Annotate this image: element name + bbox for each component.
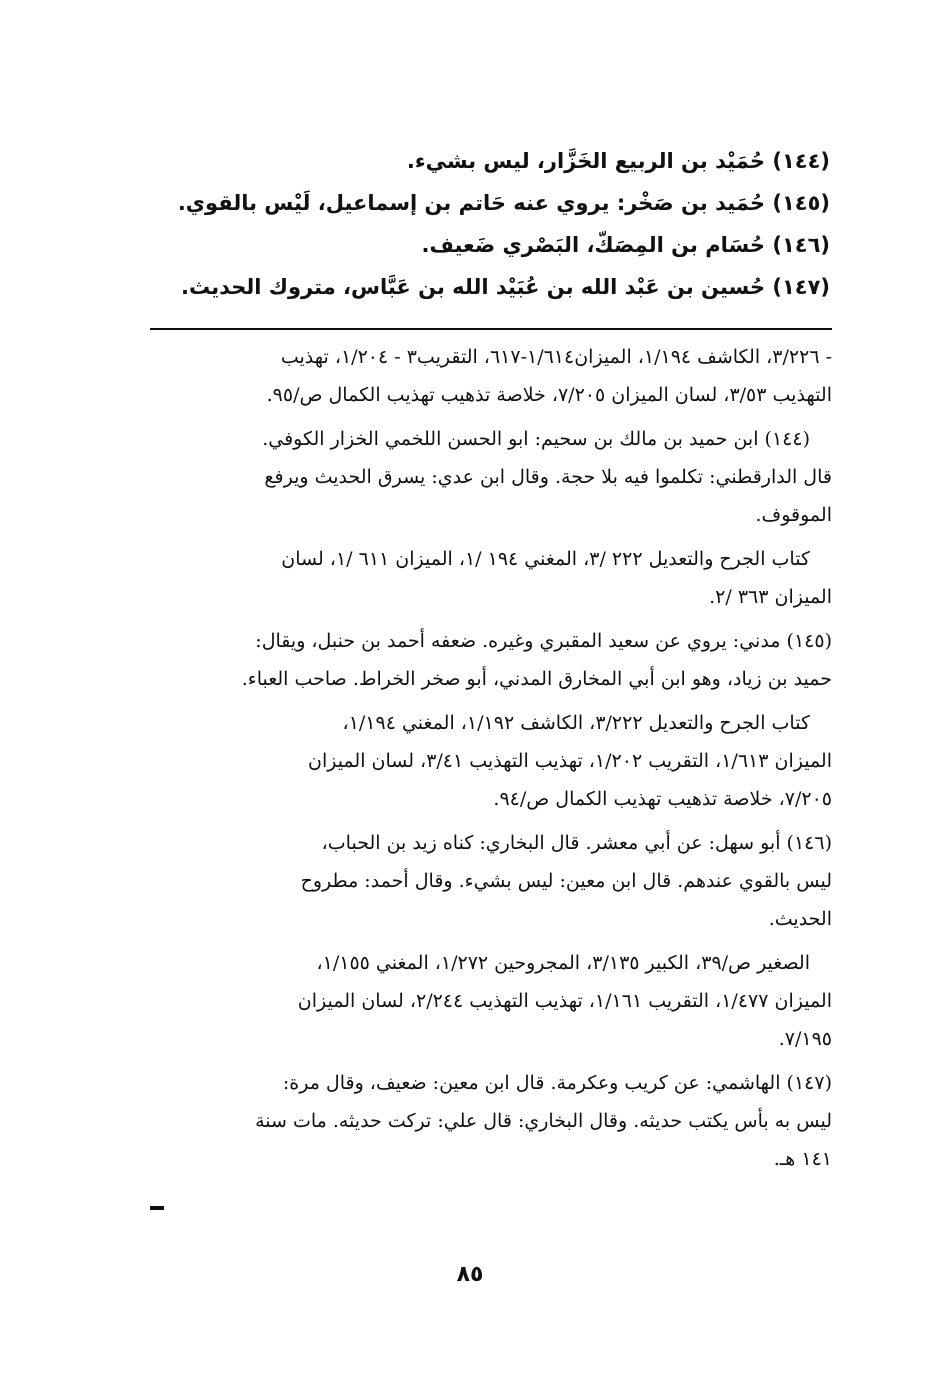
page-number: ٨٥: [456, 1262, 484, 1287]
footnote-146-bio: [132, 824, 832, 938]
footnote-147-bio: [132, 1064, 832, 1178]
footnote-line: (١٤٦) أبو سهل: عن أبي معشر. قال البخاري: كناه زيد بن الحباب،: [321, 832, 832, 854]
entry-145: (١٤٥) حُمَيد بن صَخْر: يروي عنه حَاتم بن إسماعيل، لَيْس بالقوي.: [177, 191, 830, 215]
footnote-line: الصغير ص/٣٩، الكبير ٣/١٣٥، المجروحين ١/٢٧٢، المغني ١/١٥٥،: [316, 952, 810, 974]
footnote-line: قال الدارقطني: تكلموا فيه بلا حجة. وقال ابن عدي: يسرق الحديث ويرفع: [264, 466, 832, 488]
footnote-continuation: [132, 338, 832, 414]
footnote-145-sources: [132, 704, 832, 818]
entry-144: (١٤٤) حُمَيْد بن الربيع الخَزَّار، ليس بشيء.: [406, 149, 830, 173]
footnote-line: الميزان ١/٦١٣، التقريب ١/٢٠٢، تهذيب التهذيب ٣/٤١، لسان الميزان: [307, 750, 832, 772]
footnote-line: الحديث.: [768, 908, 832, 930]
footnote-line: كتاب الجرح والتعديل ٢٢٢ /٣، المغني ١٩٤ /١، الميزان ٦١١ /١، لسان: [281, 548, 810, 570]
footnote-line: ليس به بأس يكتب حديثه. وقال البخاري: قال علي: تركت حديثه. مات سنة: [255, 1110, 832, 1132]
footnote-line: (١٤٥) مدني: يروي عن سعيد المقبري وغيره. ضعفه أحمد بن حنبل، ويقال:: [255, 630, 832, 652]
footnote-line: ليس بالقوي عندهم. قال ابن معين: ليس بشيء. وقال أحمد: مطروح: [300, 870, 832, 892]
footnote-line: الميزان ٣٦٣ /٢.: [709, 586, 832, 608]
footnote-line: حميد بن زياد، وهو ابن أبي المخارق المدني، أبو صخر الخراط. صاحب العباء.: [241, 668, 832, 690]
footnote-145-bio: [132, 622, 832, 698]
footnote-line: التهذيب ٣/٥٣، لسان الميزان ٧/٢٠٥، خلاصة تذهيب تهذيب الكمال ص/٩٥.: [266, 384, 832, 406]
footnote-line: الميزان ١/٤٧٧، التقريب ١/١٦١، تهذيب التهذيب ٢/٢٤٤، لسان الميزان: [297, 990, 832, 1012]
footnote-line: كتاب الجرح والتعديل ٣/٢٢٢، الكاشف ١/١٩٢، المغني ١/١٩٤،: [342, 712, 810, 734]
footnote-line: (١٤٤) ابن حميد بن مالك بن سحيم: ابو الحسن اللخمي الخزار الكوفي.: [262, 428, 810, 450]
footnote-line: ١٤١ هـ.: [773, 1148, 832, 1170]
footnotes: [132, 338, 832, 1184]
entry-146: (١٤٦) حُسَام بن المِصَكّ، البَصْري ضَعيف.: [421, 233, 830, 257]
main-entries: [150, 140, 830, 308]
footnote-line: ٧/١٩٥.: [778, 1028, 832, 1050]
footnote-line: (١٤٧) الهاشمي: عن كريب وعكرمة. قال ابن معين: ضعيف، وقال مرة:: [282, 1072, 832, 1094]
footnote-146-sources: [132, 944, 832, 1058]
footnote-line: - ٣/٢٢٦، الكاشف ١/١٩٤، الميزان١/٦١٤-٦١٧، التقريب٣ - ١/٢٠٤، تهذيب: [280, 346, 832, 368]
footnote-144-bio: [132, 420, 832, 534]
footnote-line: ٧/٢٠٥، خلاصة تذهيب تهذيب الكمال ص/٩٤.: [493, 788, 832, 810]
footnote-separator: [150, 328, 832, 330]
footnote-line: الموقوف.: [755, 504, 832, 526]
entry-147: (١٤٧) حُسين بن عَبْد الله بن عُبَيْد الله بن عَبَّاس، متروك الحديث.: [181, 275, 830, 299]
footnote-144-sources: [132, 540, 832, 616]
end-of-footnotes-mark: [150, 1206, 164, 1210]
